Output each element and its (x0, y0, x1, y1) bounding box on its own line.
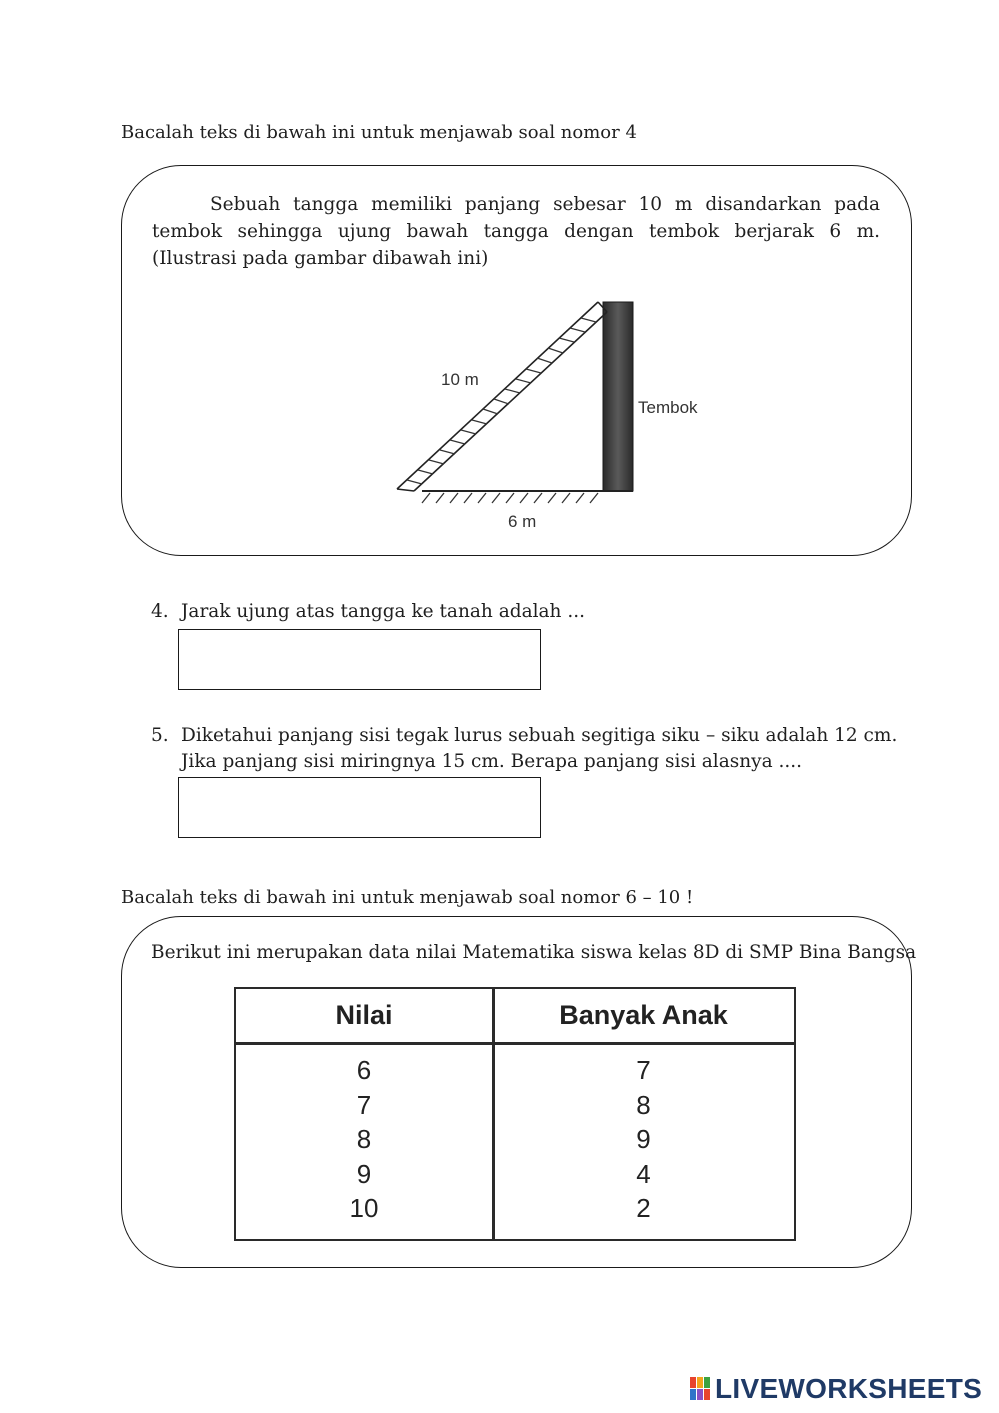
question-5 (151, 722, 911, 776)
table-header-nilai: Nilai (335, 1000, 393, 1030)
liveworksheets-logo (690, 1373, 982, 1405)
table-cell: 7 (636, 1055, 651, 1085)
table-header-banyak-anak: Banyak Anak (559, 1000, 728, 1030)
question-text-line-1: Diketahui panjang sisi tegak lurus sebuah segitiga siku – siku adalah 12 cm. (181, 725, 898, 746)
ladder-length-label: 10 m (441, 370, 479, 389)
table-cell: 8 (636, 1089, 651, 1120)
liveworksheets-logo-text: LIVEWORKSHEETS (715, 1373, 983, 1404)
table-cell: 2 (636, 1193, 651, 1223)
ground-length-label: 6 m (508, 512, 537, 531)
table-cell: 4 (636, 1158, 651, 1189)
wall-shape (603, 302, 633, 491)
liveworksheets-logo-icon (690, 1377, 712, 1401)
wall-label: Tembok (638, 398, 698, 417)
table-cell: 10 (349, 1193, 379, 1223)
nilai-table (234, 987, 796, 1241)
question-text: Jarak ujung atas tangga ke tanah adalah ... (181, 601, 585, 622)
table-description: Berikut ini merupakan data nilai Matematika siswa kelas 8D di SMP Bina Bangsa (151, 942, 917, 963)
question-number: 5. (151, 725, 169, 746)
table-cell: 7 (356, 1089, 372, 1120)
section2-intro: Bacalah teks di bawah ini untuk menjawab soal nomor 6 – 10 ! (121, 887, 694, 908)
ladder-passage (152, 191, 880, 272)
table-cell: 9 (636, 1124, 651, 1154)
table-cell: 9 (356, 1158, 372, 1189)
table-cell: 8 (356, 1124, 372, 1154)
nilai-column (236, 1053, 492, 1226)
answer-box-4[interactable] (178, 629, 541, 690)
ladder-rail-outer (397, 302, 598, 489)
question-4 (151, 598, 911, 625)
table-cell: 6 (356, 1055, 372, 1085)
question-number: 4. (151, 601, 169, 622)
banyak-anak-column (494, 1053, 793, 1226)
question-text-line-2: Jika panjang sisi miringnya 15 cm. Berapa panjang sisi alasnya .... (181, 751, 803, 772)
answer-box-5[interactable] (178, 777, 541, 838)
ladder-passage-text: Sebuah tangga memiliki panjang sebesar 10 m disandarkan pada tembok sehingga ujung bawah tangga dengan tembok berjarak 6 m. (Ilustrasi pada gambar dibawah ini) (152, 194, 880, 269)
section1-intro: Bacalah teks di bawah ini untuk menjawab soal nomor 4 (121, 122, 637, 143)
